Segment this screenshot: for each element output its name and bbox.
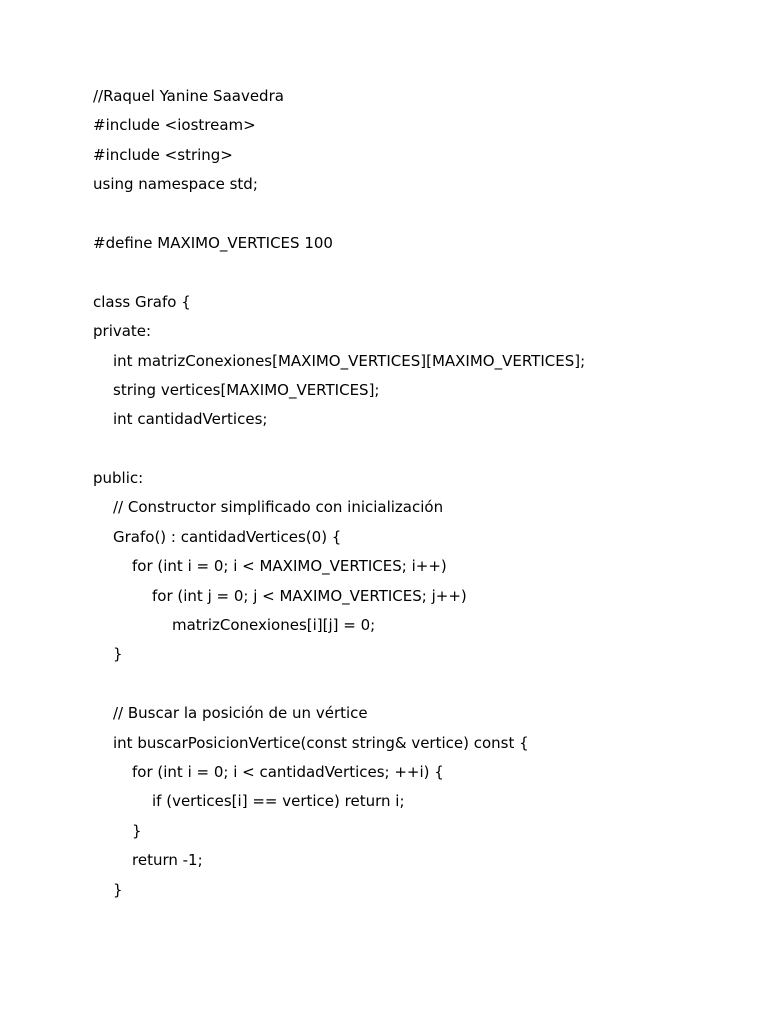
- code-line-include-iostream: #include <iostream>: [93, 116, 256, 135]
- code-line-blank: [93, 258, 743, 287]
- code-line-matrix-init: matrizConexiones[i][j] = 0;: [172, 616, 376, 635]
- code-line-inner-loop: for (int j = 0; j < MAXIMO_VERTICES; j++): [152, 586, 467, 605]
- code-line-include-string: #include <string>: [93, 145, 233, 164]
- code-line-class-declaration: class Grafo {: [93, 292, 191, 311]
- code-line-using-namespace: using namespace std;: [93, 175, 258, 194]
- code-line-blank: [93, 670, 743, 699]
- code-line-search-loop: for (int i = 0; i < cantidadVertices; ++i) {: [132, 762, 444, 781]
- code-line-define: #define MAXIMO_VERTICES 100: [93, 233, 333, 252]
- code-line-private: private:: [93, 322, 152, 341]
- code-line-vertices-member: string vertices[MAXIMO_VERTICES];: [113, 380, 380, 399]
- code-line-constructor: Grafo() : cantidadVertices(0) {: [113, 527, 342, 546]
- code-line-return: return -1;: [132, 851, 203, 870]
- code-line-close-brace: }: [113, 645, 123, 664]
- code-line-close-brace: }: [113, 880, 123, 899]
- code-line-search-comment: // Buscar la posición de un vértice: [113, 704, 368, 723]
- code-line-author-comment: //Raquel Yanine Saavedra: [93, 87, 284, 105]
- code-line-search-method: int buscarPosicionVertice(const string& vertice) const {: [113, 733, 529, 752]
- code-line-close-brace: }: [132, 821, 142, 840]
- code-line-search-if: if (vertices[i] == vertice) return i;: [152, 792, 405, 811]
- code-line-outer-loop: for (int i = 0; i < MAXIMO_VERTICES; i++): [132, 557, 447, 576]
- code-line-matrix-member: int matrizConexiones[MAXIMO_VERTICES][MAXIMO_VERTICES];: [113, 351, 586, 370]
- code-line-count-member: int cantidadVertices;: [113, 410, 268, 429]
- code-listing: [93, 82, 743, 905]
- code-line-blank: [93, 435, 743, 464]
- code-line-blank: [93, 200, 743, 229]
- code-line-public: public:: [93, 469, 144, 488]
- code-line-constructor-comment: // Constructor simplificado con inicialización: [113, 498, 444, 517]
